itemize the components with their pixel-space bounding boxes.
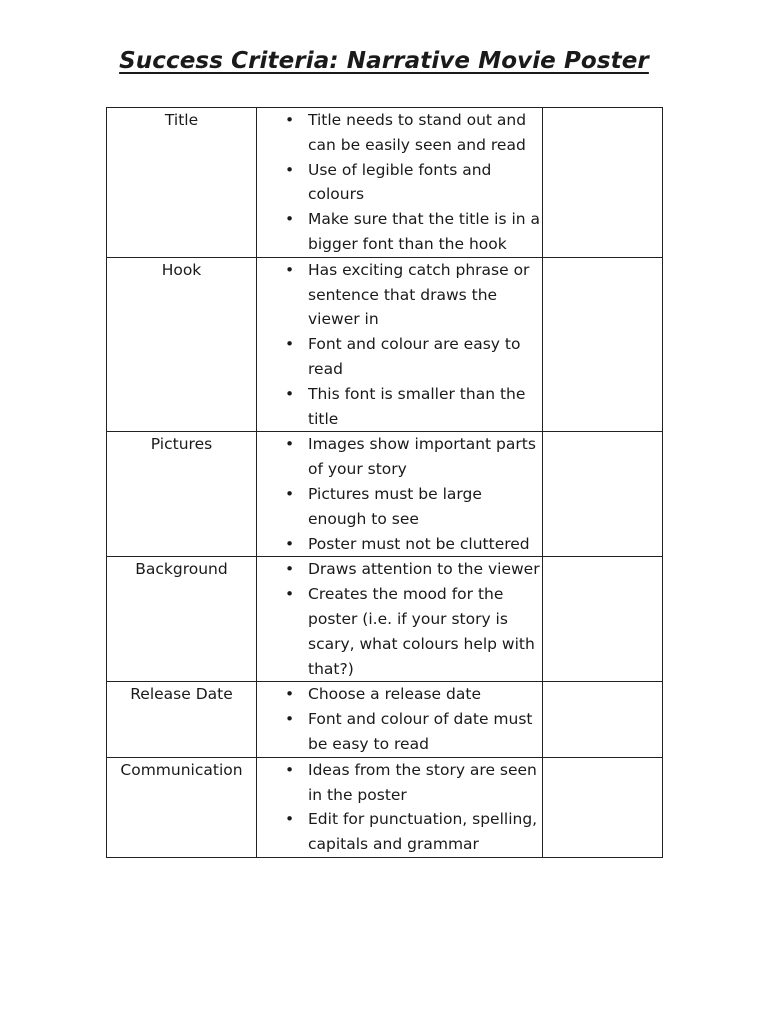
- bullet-list: [257, 682, 542, 756]
- table-row: [107, 257, 663, 432]
- bullet-item: • Use of legible fonts and colours: [308, 158, 542, 208]
- blank-cell: [543, 257, 663, 432]
- criterion-details: [257, 432, 543, 557]
- criterion-label: Hook: [107, 257, 257, 432]
- bullet-item: • Creates the mood for the poster (i.e. if your story is scary, what colours help with that?): [308, 582, 542, 681]
- criterion-details: [257, 257, 543, 432]
- bullet-item: • Make sure that the title is in a bigger font than the hook: [308, 207, 542, 257]
- bullet-item: • Edit for punctuation, spelling, capitals and grammar: [308, 807, 542, 857]
- table-row: [107, 682, 663, 757]
- criteria-table: [106, 107, 663, 858]
- bullet-item: • This font is smaller than the title: [308, 382, 542, 432]
- blank-cell: [543, 432, 663, 557]
- bullet-item: • Has exciting catch phrase or sentence that draws the viewer in: [308, 258, 542, 332]
- bullet-item: • Pictures must be large enough to see: [308, 482, 542, 532]
- bullet-item: • Images show important parts of your story: [308, 432, 542, 482]
- bullet-item: • Font and colour are easy to read: [308, 332, 542, 382]
- criterion-details: [257, 682, 543, 757]
- bullet-list: [257, 432, 542, 556]
- blank-cell: [543, 682, 663, 757]
- criterion-label: Communication: [107, 757, 257, 857]
- page-title-text: Success Criteria: Narrative Movie Poster: [119, 48, 649, 74]
- criterion-label: Title: [107, 108, 257, 258]
- table-row: [107, 108, 663, 258]
- bullet-list: [257, 557, 542, 681]
- bullet-item: • Poster must not be cluttered: [308, 532, 542, 557]
- blank-cell: [543, 108, 663, 258]
- criterion-label: Background: [107, 557, 257, 682]
- blank-cell: [543, 557, 663, 682]
- bullet-list: [257, 758, 542, 857]
- bullet-item: • Choose a release date: [308, 682, 542, 707]
- criterion-details: [257, 557, 543, 682]
- criterion-label: Release Date: [107, 682, 257, 757]
- criterion-label: Pictures: [107, 432, 257, 557]
- bullet-item: • Ideas from the story are seen in the poster: [308, 758, 542, 808]
- bullet-list: [257, 258, 542, 432]
- table-row: [107, 757, 663, 857]
- table-row: [107, 557, 663, 682]
- criterion-details: [257, 108, 543, 258]
- blank-cell: [543, 757, 663, 857]
- bullet-item: • Draws attention to the viewer: [308, 557, 542, 582]
- page-title: [0, 48, 768, 74]
- table-row: [107, 432, 663, 557]
- bullet-item: • Font and colour of date must be easy to read: [308, 707, 542, 757]
- bullet-list: [257, 108, 542, 257]
- bullet-item: • Title needs to stand out and can be easily seen and read: [308, 108, 542, 158]
- criterion-details: [257, 757, 543, 857]
